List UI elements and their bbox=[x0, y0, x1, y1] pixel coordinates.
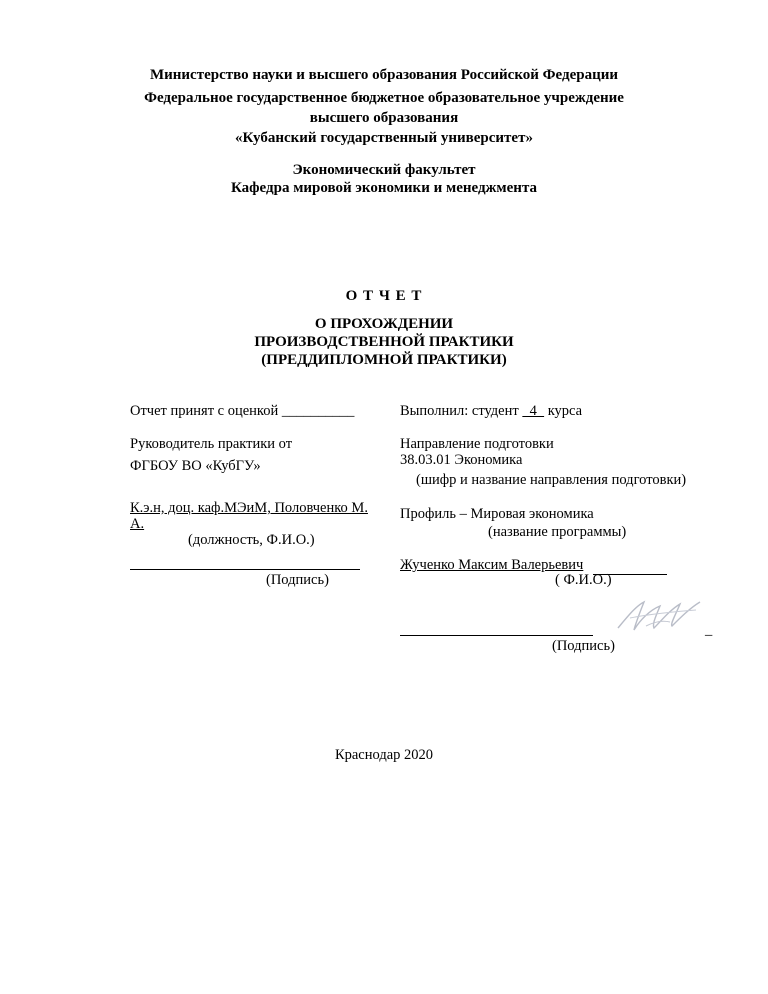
ministry-line: Министерство науки и высшего образования Российской Федерации bbox=[149, 67, 619, 83]
done-suffix: курса bbox=[544, 403, 583, 419]
city-year: Краснодар 2020 bbox=[334, 747, 434, 763]
report-title: О Т Ч Е Т bbox=[345, 288, 423, 304]
education-level-line: высшего образования bbox=[309, 110, 459, 126]
supervisor-signature-caption: (Подпись) bbox=[266, 572, 329, 588]
supervisor-name-line-2: А. bbox=[130, 516, 145, 532]
course-number: 4 bbox=[522, 403, 545, 419]
student-name-caption: ( Ф.И.О.) bbox=[555, 572, 612, 588]
supervisor-name-line-1: К.э.н, доц. каф.МЭиМ, Половченко М. bbox=[130, 500, 368, 516]
university-name: «Кубанский государственный университет» bbox=[235, 130, 533, 146]
student-signature-line bbox=[400, 635, 593, 636]
institution-type-line: Федеральное государственное бюджетное образовательное учреждение bbox=[144, 90, 624, 106]
trailing-mark: _ bbox=[705, 622, 713, 638]
faculty-name: Экономический факультет bbox=[292, 162, 476, 178]
student-signature-caption: (Подпись) bbox=[552, 638, 615, 654]
direction-label: Направление подготовки bbox=[400, 436, 554, 452]
position-caption: (должность, Ф.И.О.) bbox=[188, 532, 315, 548]
supervisor-label: Руководитель практики от bbox=[130, 436, 293, 452]
profile-caption: (название программы) bbox=[488, 524, 627, 540]
report-subtitle-1: О ПРОХОЖДЕНИИ bbox=[314, 316, 454, 332]
supervisor-signature-line bbox=[130, 569, 360, 570]
direction-caption: (шифр и название направления подготовки) bbox=[416, 472, 687, 488]
department-name: Кафедра мировой экономики и менеджмента bbox=[231, 180, 537, 196]
report-subtitle-2: ПРОИЗВОДСТВЕННОЙ ПРАКТИКИ bbox=[254, 334, 514, 350]
report-subtitle-3: (ПРЕДДИПЛОМНОЙ ПРАКТИКИ) bbox=[261, 352, 507, 368]
grade-accepted-label: Отчет принят с оценкой __________ bbox=[130, 403, 355, 419]
student-name: Жученко Максим Валерьевич bbox=[400, 557, 584, 573]
done-prefix: Выполнил: студент bbox=[400, 403, 523, 419]
profile-line: Профиль – Мировая экономика bbox=[400, 506, 594, 522]
supervisor-organization: ФГБОУ ВО «КубГУ» bbox=[130, 458, 261, 474]
student-course-line bbox=[400, 403, 582, 420]
handwritten-signature bbox=[610, 596, 706, 636]
direction-value: 38.03.01 Экономика bbox=[400, 452, 523, 468]
